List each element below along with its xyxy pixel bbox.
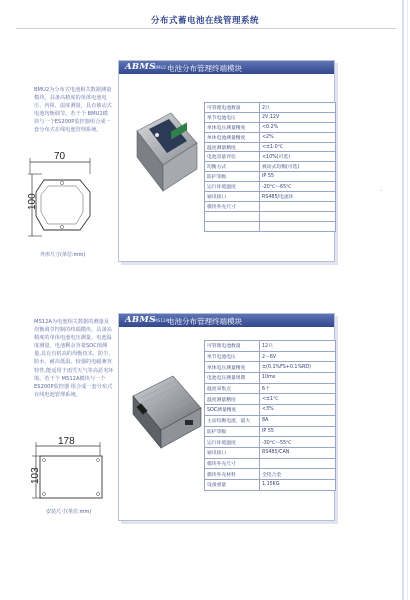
table-row xyxy=(205,469,336,480)
spec-label: 单节电池电压 xyxy=(205,112,260,122)
spec-value: 被动式均衡(可选) xyxy=(260,162,336,172)
module1-product-image xyxy=(127,103,205,199)
spec-value: <±1℃ xyxy=(260,394,336,405)
spec-label xyxy=(205,211,260,221)
table-row xyxy=(205,437,336,448)
spec-value: IP 55 xyxy=(260,426,336,437)
spec-label: 模块外壳尺寸 xyxy=(205,201,260,211)
table-row xyxy=(205,373,336,384)
spec-value: 2只 xyxy=(260,103,336,113)
spec-label: 温度采集点 xyxy=(205,383,260,394)
table-row xyxy=(205,362,336,373)
spec-value: RS485/电流环 xyxy=(260,192,336,202)
spec-label: 主动均衡电流，最大 xyxy=(205,415,260,426)
spec-value: <0.2% xyxy=(260,122,336,132)
spec-label: 温度测量精度 xyxy=(205,394,260,405)
module1-brand-logo: ABMS xyxy=(125,62,156,72)
module1-card-header xyxy=(119,61,334,74)
spec-value: <10%(可选) xyxy=(260,152,336,162)
module2-dimension-caption: 安装尺寸(单位:mm) xyxy=(46,509,92,515)
table-row xyxy=(205,221,336,231)
table-row xyxy=(205,479,336,490)
table-row xyxy=(205,415,336,426)
spec-value: ±(0.1%FS+0.1%RD) xyxy=(260,362,336,373)
module1-dimension-caption: 外形尺寸(单位:mm) xyxy=(40,252,86,258)
table-row xyxy=(205,426,336,437)
spec-value xyxy=(260,458,336,469)
stray-mark: ` xyxy=(380,190,383,197)
spec-value: 10ms xyxy=(260,373,336,384)
spec-value: -20℃～65℃ xyxy=(260,182,336,192)
spec-value: 2V,12V xyxy=(260,112,336,122)
spec-label: 通讯接口 xyxy=(205,192,260,202)
spec-label: 设备重量 xyxy=(205,479,260,490)
spec-label: 单体电压测量精度 xyxy=(205,362,260,373)
module2-dim-width: 178 xyxy=(58,436,75,447)
spec-label: 单体电压测量精度 xyxy=(205,122,260,132)
table-row xyxy=(205,122,336,132)
spec-value: 2～6V xyxy=(260,351,336,362)
spec-label: 运行环境温度 xyxy=(205,182,260,192)
table-row xyxy=(205,132,336,142)
spec-value: RS485/CAN xyxy=(260,447,336,458)
spec-label: 温度测量精度 xyxy=(205,142,260,152)
table-row xyxy=(205,152,336,162)
spec-value xyxy=(260,211,336,221)
module2-card-title: 电池分布管理终端模块 xyxy=(167,316,242,326)
spec-value xyxy=(260,221,336,231)
table-row xyxy=(205,201,336,211)
module2-product-image xyxy=(125,362,205,462)
spec-label: 电池容量评估 xyxy=(205,152,260,162)
table-row xyxy=(205,394,336,405)
module2-brand-logo: ABMS xyxy=(125,315,156,325)
spec-label xyxy=(205,221,260,231)
spec-value: IP 55 xyxy=(260,172,336,182)
spec-value: 全铝合金 xyxy=(260,469,336,480)
spec-label: 单节电池电压 xyxy=(205,351,260,362)
spec-label: 可管理电池数量 xyxy=(205,103,260,113)
module1-dim-height: 100 xyxy=(27,193,38,210)
spec-value: 6个 xyxy=(260,383,336,394)
module1-dim-width: 70 xyxy=(54,151,66,162)
spec-value: <2% xyxy=(260,132,336,142)
module1-model: BMU2 xyxy=(154,65,167,70)
spec-value: 8A xyxy=(260,415,336,426)
module1-description: BMU2为分布式电池相关数据测量模块，具备高精度的单体电池电压、内阻、温度测量，具有被动式电池均衡调节。若干个 BMU2模块与一个ES200P监控器组合成一套分布式在线电池管理系统。 xyxy=(34,87,112,134)
table-row xyxy=(205,192,336,202)
module2-model: MS12A xyxy=(154,318,169,323)
page-edge-bar xyxy=(402,0,404,600)
module1-card-title: 电池分布管理终端模块 xyxy=(167,63,242,73)
module2-spec-table xyxy=(204,340,336,491)
module1-spec-table xyxy=(204,102,336,232)
module2-dimension-svg xyxy=(22,436,112,504)
spec-label: 单体电池测量精度 xyxy=(205,132,260,142)
table-row xyxy=(205,351,336,362)
table-row xyxy=(205,211,336,221)
table-row xyxy=(205,112,336,122)
spec-label: 运行环境温度 xyxy=(205,437,260,448)
table-row xyxy=(205,447,336,458)
spec-value: 1.15KG xyxy=(260,479,336,490)
module2-description: MS12A为电池相关数据的测量及均衡调节控制的终端模块，具备高精度的单体电池电压测量、电池温度测量、电池剩余容量SOC值测量,具有有机高的均衡技术，防尘，防水，耐高低温，较强的电磁兼容特性,能适用于雨雪天气等高恶劣环境。若干个 MS12A模块与一个ES200P监控器 组合成一套分布式在线电池管理系统。 xyxy=(34,319,114,398)
table-row xyxy=(205,103,336,113)
spec-value: 12只 xyxy=(260,341,336,352)
table-row xyxy=(205,182,336,192)
table-row xyxy=(205,383,336,394)
spec-label: 防护等级 xyxy=(205,426,260,437)
table-row xyxy=(205,142,336,152)
spec-label: 防护等级 xyxy=(205,172,260,182)
spec-label: 均衡方式 xyxy=(205,162,260,172)
spec-value xyxy=(260,201,336,211)
header-divider xyxy=(16,28,396,29)
spec-value: <3% xyxy=(260,405,336,416)
module1-dimension-svg xyxy=(20,150,102,242)
spec-value: -30℃～55℃ xyxy=(260,437,336,448)
spec-label: 通讯接口 xyxy=(205,447,260,458)
module2-card-header xyxy=(119,314,334,327)
page-title: 分布式蓄电池在线管理系统 xyxy=(150,16,259,26)
module2-dim-height: 103 xyxy=(30,467,41,484)
page-edge-bar-thin xyxy=(407,0,408,600)
spec-label: 模块外壳尺寸 xyxy=(205,458,260,469)
spec-label: SOC测量精度 xyxy=(205,405,260,416)
spec-label: 电池电压测量周期 xyxy=(205,373,260,384)
spec-label: 可管理电池数量 xyxy=(205,341,260,352)
table-row xyxy=(205,162,336,172)
spec-label: 模块外壳材料 xyxy=(205,469,260,480)
table-row xyxy=(205,341,336,352)
table-row xyxy=(205,172,336,182)
table-row xyxy=(205,405,336,416)
spec-value: <±1.0℃ xyxy=(260,142,336,152)
table-row xyxy=(205,458,336,469)
